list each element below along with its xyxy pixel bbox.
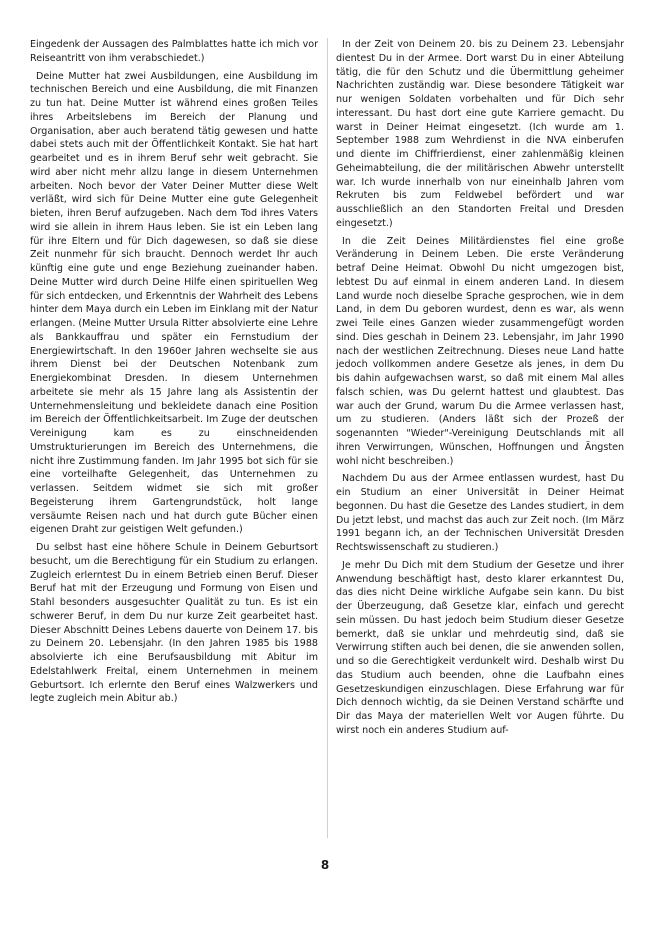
page-number: 8 <box>320 858 330 872</box>
paragraph: In die Zeit Deines Militärdienstes fiel eine große Veränderung in Deinem Leben. Die erste Veränderung betraf Deine Heimat. Obwohl Du nicht umgezogen bist, lebtest Du auf einmal in einem anderen Land. In diesem Land wurde noch dieselbe Sprache gesprochen, wie in dem Land, in dem Du geboren wurdest, denn es war, als wenn zwei Teile eines Ganzen wieder zusammengefügt worden sind. Dies geschah in Deinem 23. Lebensjahr, im Jahr 1990 nach der westlichen Zeitrechnung. Dieses neue Land hatte jedoch vollkommen andere Gesetze als jenes, in dem Du bis dahin aufgewachsen warst, so daß mit einem Mal alles falsch schien, was Du gelernt hattest und glaubtest. Das war auch der Grund, warum Du die Armee verlassen hast, um zu studieren. (Anders läßt sich der Prozeß der sogenannten "Wieder"-Vereinigung Deutschlands mit all ihren Verwirrungen, Wünschen, Hoffnungen und Ängsten wohl nicht beschreiben.) <box>336 235 624 467</box>
right-column <box>336 38 624 742</box>
paragraph: Nachdem Du aus der Armee entlassen wurdest, hast Du ein Studium an einer Universität in Deiner Heimat begonnen. Du hast die Gesetze des Landes studiert, in dem Du jetzt lebst, und machst das auch zur Zeit noch. (Im März 1991 begann ich, an der Technischen Universität Dresden Rechtswissenschaft zu studieren.) <box>336 473 624 553</box>
paragraph: Eingedenk der Aussagen des Palmblattes hatte ich mich vor Reiseantritt von ihm verabschiedet.) <box>30 39 318 64</box>
left-column <box>30 38 318 710</box>
paragraph: Je mehr Du Dich mit dem Studium der Gesetze und ihrer Anwendung beschäftigt hast, desto klarer erkanntest Du, das dies nicht Deine wirkliche Aufgabe sein kann. Du bist der Überzeugung, daß Gesetze klar, einfach und gerecht sein müssen. Du hast jedoch beim Studium dieser Gesetze bemerkt, daß sie unklar und mehrdeutig sind, daß sie Verwirrung stiften auch bei denen, die sie anwenden sollen, und so die Gerechtigkeit verdunkelt wird. Deshalb wirst Du das Studium auch beenden, ohne die Laufbahn eines Gesetzeskundigen einzuschlagen. Diese Erfahrung war für Dich dennoch wichtig, da sie Deinen Verstand schärfte und Dir das Maya der materiellen Welt vor Augen führte. Du wirst noch ein anderes Studium auf- <box>336 559 624 736</box>
column-divider <box>327 38 328 838</box>
page-body <box>30 38 626 858</box>
paragraph: Du selbst hast eine höhere Schule in Deinem Geburtsort besucht, um die Berechtigung für ein Studium zu erlangen. Zugleich erlerntest Du in einem Betrieb einen Beruf. Dieser Beruf hat mit der Erzeugung und Formung von Eisen und Stahl besonders ausgesuchter Qualität zu tun. Es ist ein schwerer Beruf, in dem Du nur kurze Zeit gearbeitet hast. Dieser Abschnitt Deines Lebens dauerte von Deinem 17. bis zu Deinem 20. Lebensjahr. (In den Jahren 1985 bis 1988 absolvierte ich eine Berufsausbildung mit Abitur im Edelstahlwerk Freital, einem Unternehmen in meinem Geburtsort. Ich erlernte den Beruf eines Walzwerkers und legte zugleich mein Abitur ab.) <box>30 542 318 705</box>
paragraph: In der Zeit von Deinem 20. bis zu Deinem 23. Lebensjahr dientest Du in der Armee. Dort warst Du in einer Abteilung tätig, die für den Schutz und die Übermittlung geheimer Nachrichten zuständig war. Diese besondere Tätigkeit war nur wenigen Soldaten vorbehalten und für Dich sehr interessant. Du hast dort eine gute Karriere gemacht. Du warst in Deiner Heimat eingesetzt. (Ich wurde am 1. September 1988 zum Wehrdienst in die NVA einberufen und diente im Chiffrierdienst, einer zahlenmäßig kleinen Geheimabteilung, die der militärischen Abwehr unterstellt war. Ich wurde innerhalb von nur eineinhalb Jahren vom Rekruten bis zum Feldwebel befördert und war ausschließlich an den Standorten Freital und Dresden eingesetzt.) <box>336 39 624 229</box>
paragraph: Deine Mutter hat zwei Ausbildungen, eine Ausbildung im technischen Bereich und eine Ausbildung, die mit Finanzen zu tun hat. Deine Mutter ist während eines großen Teiles ihres Arbeitslebens im Bereich der Planung und Organisation, aber auch beratend tätig gewesen und hatte dabei stets auch mit der Öffentlichkeit Kontakt. Sie hat hart gearbeitet und es in ihrem Beruf sehr weit gebracht. Sie wird aber nicht mehr allzu lange in diesem Unternehmen arbeiten. Noch bevor der Vater Deiner Mutter diese Welt verläßt, wird sich für Deine Mutter eine gute Gelegenheit bieten, ihren Beruf aufzugeben. Nach dem Tod ihres Vaters wird sie allein in ihrem Haus leben. Sie ist ein Leben lang für ihre Eltern und für Dich dagewesen, so daß sie diese Zeit nunmehr für sich braucht. Dennoch werdet Ihr auch künftig eine gute und enge Beziehung zueinander haben. Deine Mutter wird durch Deine Hilfe einen spirituellen Weg für sich entdecken, und Erkenntnis der Wahrheit des Lebens hinter dem Maya durch ein Leben im Einklang mit der Natur erlangen. (Meine Mutter Ursula Ritter absolvierte eine Lehre als Bankkauffrau und später ein Fernstudium der Energiewirtschaft. In den 1960er Jahren wechselte sie aus ihrem Dienst bei der Deutschen Notenbank zum Energiekombinat Dresden. In diesem Unternehmen arbeitete sie mehr als 15 Jahre lang als Assistentin der Unternehmensleitung und bekleidete danach eine Position im Bereich der Öffentlichkeitsarbeit. Im Zuge der deutschen Vereinigung kam es zu einschneidenden Umstrukturierungen im Bereich des Unternehmens, die nicht ihre Zustimmung fanden. Im Jahr 1995 bot sich für sie eine vorteilhafte Gelegenheit, das Unternehmen zu verlassen. Seitdem widmet sie sich mit großer Begeisterung ihrem Gartengrundstück, holt lange versäumte Reisen nach und hat durch gute Bücher einen eigenen Draht zur geistigen Welt gefunden.) <box>30 70 318 536</box>
